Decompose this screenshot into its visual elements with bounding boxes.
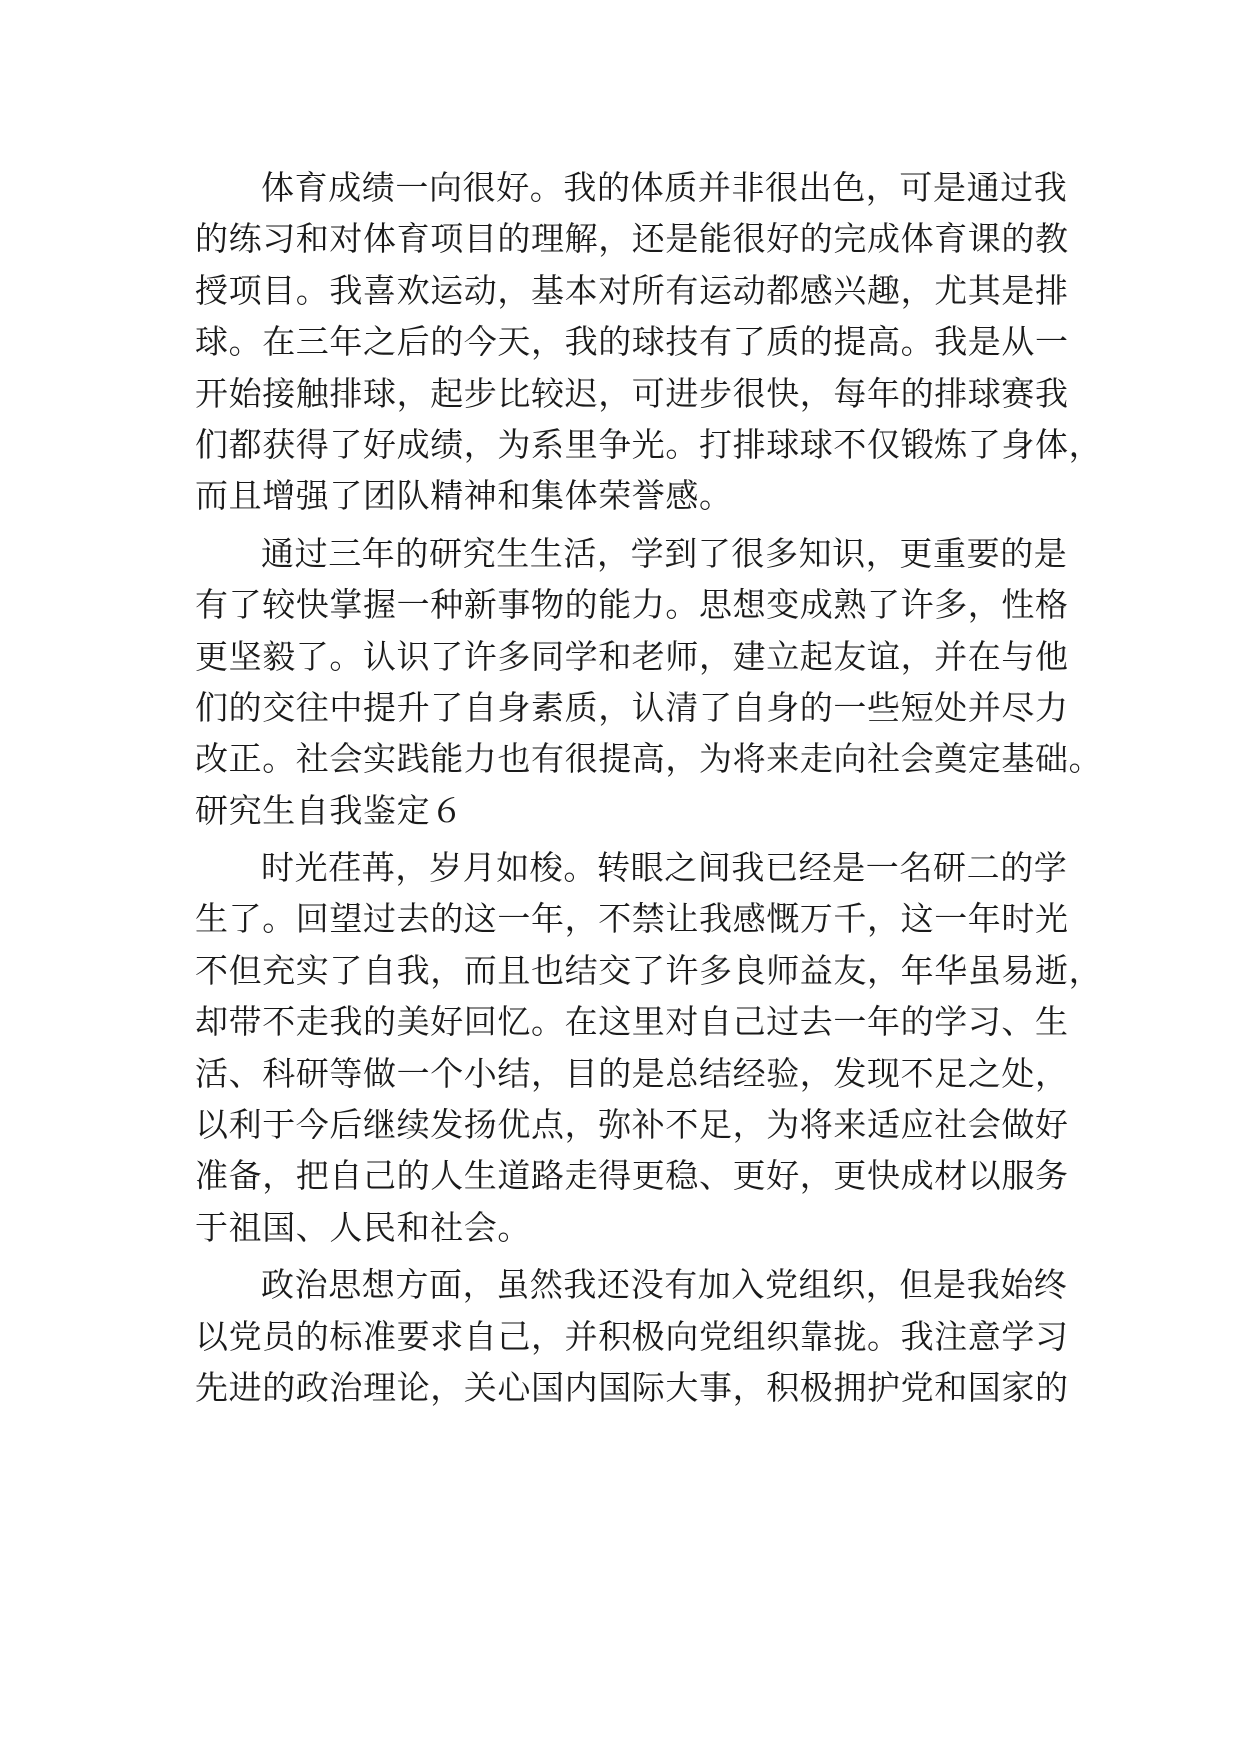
text-line: 而且增强了团队精神和集体荣誉感。 (195, 476, 733, 516)
text-line: 活、科研等做一个小结，目的是总结经验，发现不足之处， (195, 1053, 1069, 1093)
paragraph-first-line: 通过三年的研究生生活，学到了很多知识，更重要的是 (261, 533, 1068, 573)
paragraph-first-line: 时光荏苒，岁月如梭。转眼之间我已经是一名研二的学 (261, 848, 1068, 888)
text-line: 更坚毅了。认识了许多同学和老师，建立起友谊，并在与他 (195, 636, 1069, 676)
paragraph-first-line: 体育成绩一向很好。我的体质并非很出色，可是通过我 (261, 168, 1068, 207)
text-line: 以党员的标准要求自己，并积极向党组织靠拢。我注意学习 (195, 1316, 1069, 1356)
text-line: 却带不走我的美好回忆。在这里对自己过去一年的学习、生 (195, 1002, 1069, 1042)
text-line: 授项目。我喜欢运动，基本对所有运动都感兴趣，尤其是排 (195, 270, 1069, 310)
document-body (195, 162, 1103, 1413)
text-line: 开始接触排球，起步比较迟，可进步很快，每年的排球赛我 (195, 373, 1069, 413)
text-line: 球。在三年之后的今天，我的球技有了质的提高。我是从一 (195, 322, 1069, 362)
text-line: 们都获得了好成绩，为系里争光。打排球球不仅锻炼了身体， (195, 424, 1103, 464)
text-line: 于祖国、人民和社会。 (195, 1207, 531, 1247)
text-line: 的练习和对体育项目的理解，还是能很好的完成体育课的教 (195, 219, 1069, 259)
text-line: 准备，把自己的人生道路走得更稳、更好，更快成材以服务 (195, 1156, 1069, 1196)
text-line: 改正。社会实践能力也有很提高，为将来走向社会奠定基础。 (195, 739, 1103, 779)
text-line: 不但充实了自我，而且也结交了许多良师益友，年华虽易逝， (195, 950, 1103, 990)
text-line: 有了较快掌握一种新事物的能力。思想变成熟了许多，性格 (195, 585, 1069, 625)
text-line: 先进的政治理论，关心国内国际大事，积极拥护党和国家的 (195, 1367, 1069, 1407)
text-line: 以利于今后继续发扬优点，弥补不足，为将来适应社会做好 (195, 1105, 1069, 1145)
text-line: 生了。回望过去的这一年，不禁让我感慨万千，这一年时光 (195, 899, 1069, 939)
paragraph-first-line: 政治思想方面，虽然我还没有加入党组织，但是我始终 (261, 1265, 1068, 1305)
text-line: 研究生自我鉴定６ (195, 790, 464, 830)
text-line: 们的交往中提升了自身素质，认清了自身的一些短处并尽力 (195, 687, 1069, 727)
